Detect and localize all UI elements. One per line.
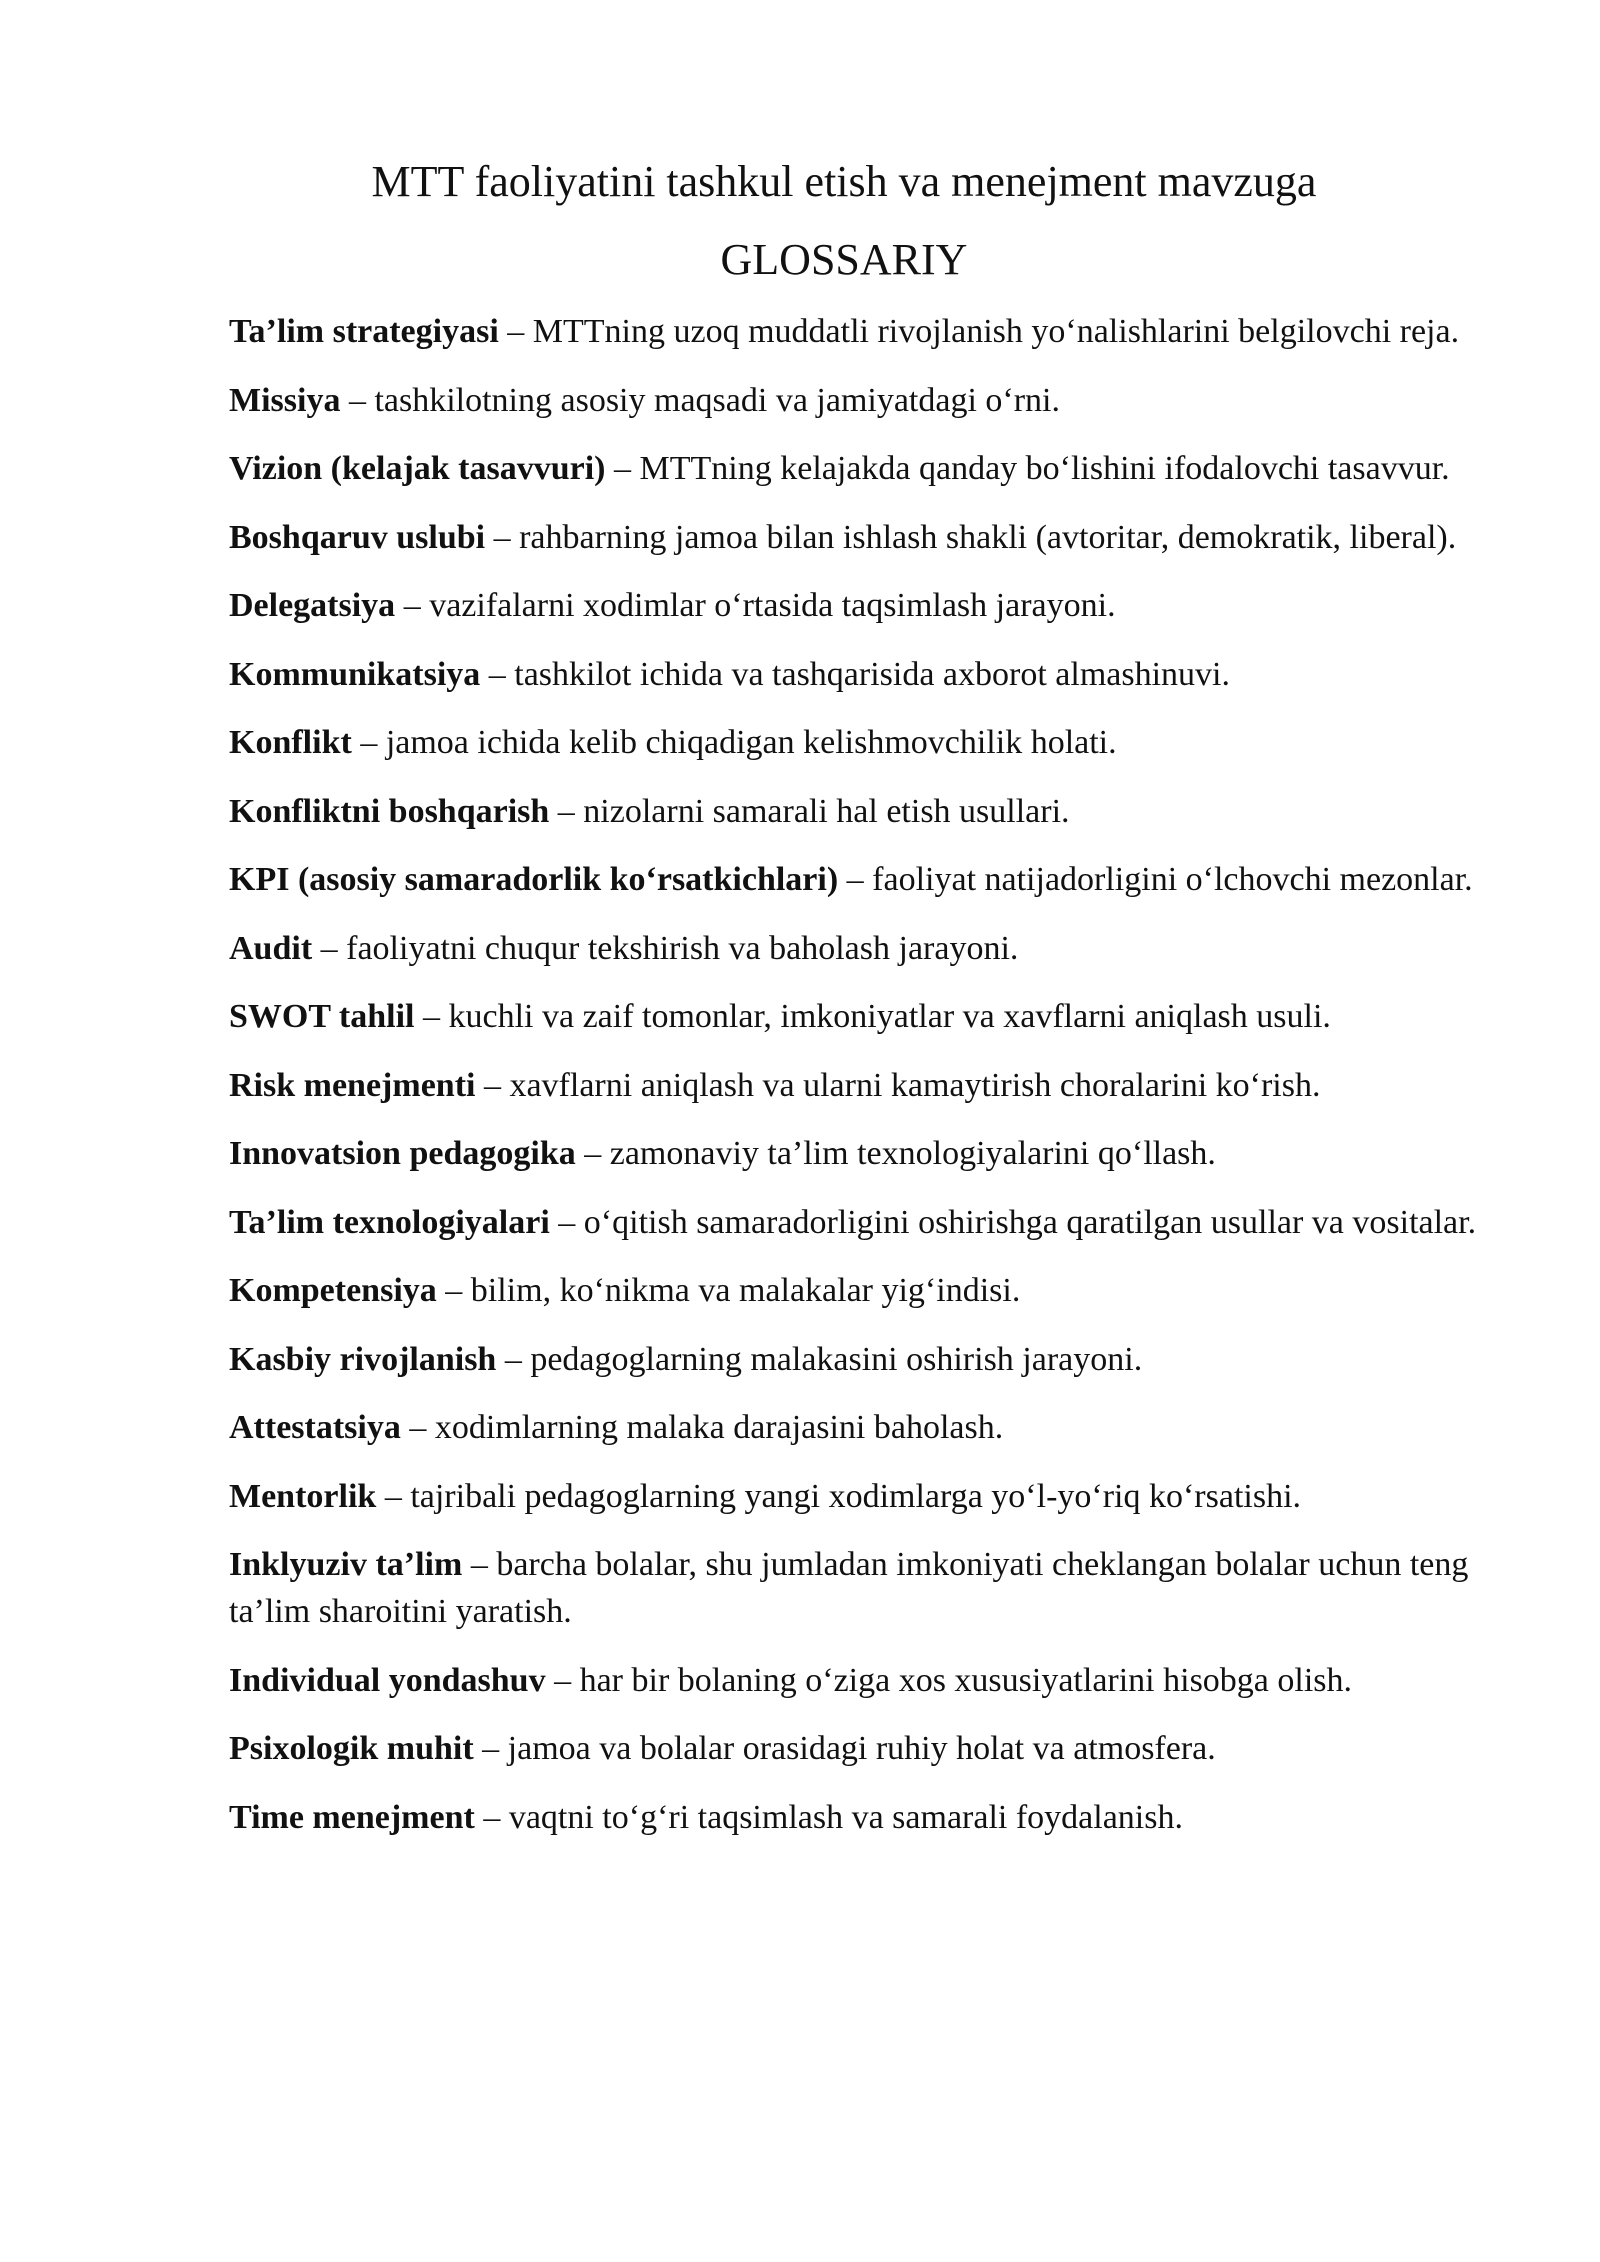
glossary-separator: – (549, 792, 584, 830)
glossary-definition: jamoa va bolalar orasidagi ruhiy holat va atmosfera. (507, 1730, 1216, 1767)
glossary-term: Boshqaruv uslubi (229, 518, 486, 556)
glossary-separator: – (549, 1203, 584, 1241)
glossary-entry (229, 308, 1479, 355)
glossary-separator: – (376, 1477, 411, 1515)
glossary-term: Attestatsiya (229, 1409, 401, 1446)
glossary-definition: rahbarning jamoa bilan ishlash shakli (avtoritar, demokratik, liberal). (519, 518, 1457, 556)
glossary-definition: tashkilotning asosiy maqsadi va jamiyatdagi o‘rni. (374, 381, 1060, 419)
glossary-term: Inklyuziv ta’lim (229, 1546, 463, 1583)
glossary-term: Missiya (229, 381, 341, 419)
glossary-separator: – (485, 518, 520, 556)
glossary-entry (229, 651, 1479, 698)
glossary-term: Ta’lim strategiyasi (229, 313, 499, 350)
glossary-entry (229, 788, 1479, 835)
glossary-definition: faoliyatni chuqur tekshirish va baholash jarayoni. (346, 929, 1019, 967)
glossary-definition: nizolarni samarali hal etish usullari. (583, 792, 1070, 830)
glossary-definition: xavflarni aniqlash va ularni kamaytirish choralarini ko‘rish. (509, 1066, 1321, 1104)
glossary-separator: – (605, 450, 640, 487)
glossary-entry (229, 1062, 1479, 1109)
glossary-entry (229, 1199, 1479, 1246)
glossary-term: KPI (asosiy samaradorlik ko‘rsatkichlari) (229, 861, 839, 898)
glossary-entry (229, 1473, 1479, 1520)
glossary-term: Vizion (kelajak tasavvuri) (229, 450, 606, 487)
glossary-entry (229, 514, 1479, 561)
glossary-entry (229, 1130, 1479, 1177)
glossary-entry (229, 993, 1479, 1040)
glossary-entry (229, 582, 1479, 629)
glossary-definition: zamonaviy ta’lim texnologiyalarini qo‘llash. (609, 1135, 1216, 1172)
glossary-separator: – (475, 1066, 510, 1104)
glossary-definition: bilim, ko‘nikma va malakalar yig‘indisi. (470, 1272, 1021, 1309)
glossary-separator: – (436, 1272, 471, 1309)
glossary-entry (229, 1404, 1479, 1451)
glossary-entry (229, 377, 1479, 424)
glossary-separator: – (400, 1409, 435, 1446)
glossary-entry (229, 1725, 1479, 1772)
glossary-entry (229, 445, 1479, 492)
glossary-term: SWOT tahlil (229, 998, 415, 1035)
glossary-separator: – (340, 381, 375, 419)
glossary-definition: jamoa ichida kelib chiqadigan kelishmovchilik holati. (385, 724, 1117, 761)
glossary-separator: – (473, 1730, 508, 1767)
glossary-term: Konfliktni boshqarish (229, 792, 550, 830)
glossary-term: Audit (229, 929, 313, 967)
glossary-term: Kompetensiya (229, 1272, 437, 1309)
glossary-term: Delegatsiya (229, 587, 396, 624)
document-subtitle: GLOSSARIY (720, 235, 968, 284)
glossary-term: Kommunikatsiya (229, 655, 481, 693)
glossary-definition: faoliyat natijadorligini o‘lchovchi mezonlar. (872, 861, 1473, 898)
glossary-entry (229, 1267, 1479, 1314)
glossary-definition: vaqtni to‘g‘ri taqsimlash va samarali foydalanish. (508, 1798, 1183, 1836)
glossary-definition: MTTning kelajakda qanday bo‘lishini ifodalovchi tasavvur. (639, 450, 1450, 487)
glossary-term: Psixologik muhit (229, 1730, 474, 1767)
glossary-separator: – (498, 313, 533, 350)
document-title: MTT faoliyatini tashkul etish va menejment mavzuga (371, 157, 1317, 206)
glossary-entry (229, 925, 1479, 972)
glossary-definition: o‘qitish samaradorligini oshirishga qaratilgan usullar va vositalar. (583, 1203, 1477, 1241)
glossary-separator: – (496, 1340, 531, 1378)
glossary-term: Konflikt (229, 724, 352, 761)
glossary-term: Kasbiy rivojlanish (229, 1340, 497, 1378)
glossary-separator: – (838, 861, 873, 898)
glossary-term: Ta’lim texnologiyalari (229, 1203, 550, 1241)
glossary-definition: MTTning uzoq muddatli rivojlanish yo‘nalishlarini belgilovchi reja. (532, 313, 1460, 350)
glossary-definition: har bir bolaning o‘ziga xos xususiyatlarini hisobga olish. (579, 1661, 1353, 1699)
glossary-entry (229, 856, 1479, 903)
glossary-separator: – (414, 998, 449, 1035)
glossary-term: Innovatsion pedagogika (229, 1135, 576, 1172)
glossary-entry (229, 1657, 1479, 1704)
glossary-separator: – (395, 587, 430, 624)
glossary-term: Risk menejmenti (229, 1066, 476, 1104)
glossary-separator: – (351, 724, 386, 761)
glossary-separator: – (480, 655, 515, 693)
glossary-definition: xodimlarning malaka darajasini baholash. (434, 1409, 1004, 1446)
glossary-definition: pedagoglarning malakasini oshirish jarayoni. (530, 1340, 1143, 1378)
glossary-separator: – (312, 929, 347, 967)
glossary-entry (229, 1336, 1479, 1383)
glossary-term: Individual yondashuv (229, 1661, 546, 1699)
glossary-term: Time menejment (229, 1798, 475, 1836)
glossary-term: Mentorlik (229, 1477, 377, 1515)
document-content (229, 148, 1479, 1862)
glossary-definition: kuchli va zaif tomonlar, imkoniyatlar va xavflarni aniqlash usuli. (448, 998, 1331, 1035)
glossary-entry (229, 1541, 1479, 1635)
glossary-separator: – (575, 1135, 610, 1172)
glossary-list (229, 308, 1479, 1841)
glossary-definition: tashkilot ichida va tashqarisida axborot almashinuvi. (514, 655, 1230, 693)
glossary-separator: – (462, 1546, 497, 1583)
glossary-separator: – (474, 1798, 509, 1836)
glossary-separator: – (545, 1661, 580, 1699)
glossary-definition: vazifalarni xodimlar o‘rtasida taqsimlash jarayoni. (429, 587, 1116, 624)
glossary-entry (229, 1794, 1479, 1841)
glossary-entry (229, 719, 1479, 766)
glossary-definition: tajribali pedagoglarning yangi xodimlarga yo‘l-yo‘riq ko‘rsatishi. (410, 1477, 1302, 1515)
glossary-definition: barcha bolalar, shu jumladan imkoniyati cheklangan bolalar uchun teng ta’lim sharoitini yaratish. (229, 1546, 1469, 1630)
